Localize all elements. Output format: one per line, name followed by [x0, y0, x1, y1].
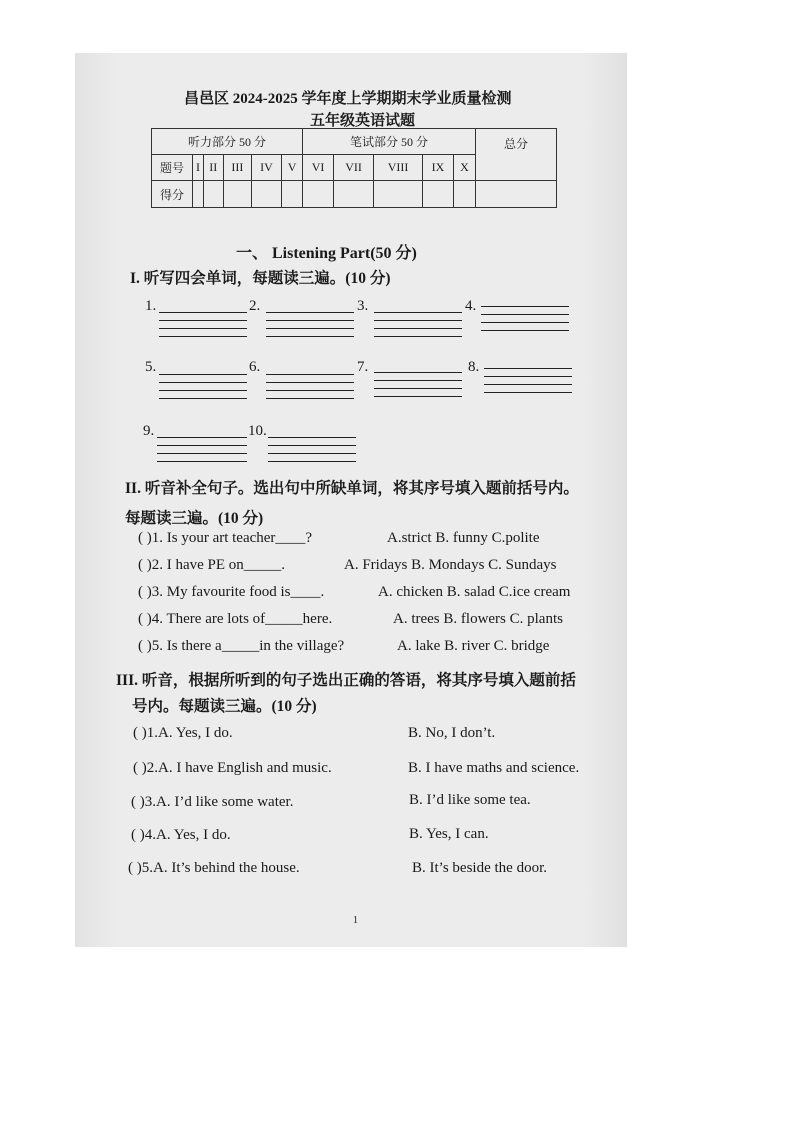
page-number: 1 — [353, 915, 358, 926]
fill-options: A. trees B. flowers C. plants — [393, 611, 563, 627]
section3-title-cont: 号内。每题读三遍。(10 分) — [132, 698, 317, 715]
response-option-a[interactable]: ( )1.A. Yes, I do. — [133, 725, 233, 741]
dictation-number: 2. — [249, 298, 261, 314]
response-option-b: B. It’s beside the door. — [412, 860, 547, 876]
section1-title: I. 听写四会单词，每题读三遍。(10 分) — [130, 270, 391, 287]
response-option-a[interactable]: ( )5.A. It’s behind the house. — [128, 860, 300, 876]
score-cell[interactable] — [374, 181, 423, 208]
fill-question[interactable]: ( )1. Is your art teacher____? — [138, 530, 313, 546]
exam-subtitle: 五年级英语试题 — [310, 113, 416, 129]
fill-question[interactable]: ( )3. My favourite food is____. — [138, 584, 325, 600]
score-cell[interactable] — [252, 181, 282, 208]
part-heading: 一、 Listening Part(50 分) — [236, 245, 417, 262]
roman-numeral: IX — [423, 155, 454, 181]
response-option-b: B. I have maths and science. — [408, 760, 580, 776]
score-table — [151, 128, 557, 208]
roman-numeral: IV — [252, 155, 282, 181]
fill-options: A. chicken B. salad C.ice cream — [378, 584, 571, 600]
dictation-number: 10. — [248, 423, 267, 439]
score-cell[interactable] — [423, 181, 454, 208]
section2-title-cont: 每题读三遍。(10 分) — [125, 510, 264, 527]
dictation-number: 5. — [145, 359, 157, 375]
roman-numeral: V — [281, 155, 302, 181]
question-number-label: 题号 — [152, 155, 193, 181]
exam-title: 昌邑区 2024-2025 学年度上学期期末学业质量检测 — [184, 91, 512, 107]
response-option-a[interactable]: ( )3.A. I’d like some water. — [131, 794, 294, 810]
roman-numeral: II — [203, 155, 223, 181]
score-cell[interactable] — [281, 181, 302, 208]
score-cell[interactable] — [203, 181, 223, 208]
score-cell[interactable] — [193, 181, 204, 208]
fill-options: A. Fridays B. Mondays C. Sundays — [344, 557, 557, 573]
roman-numeral: VI — [303, 155, 334, 181]
dictation-number: 1. — [145, 298, 157, 314]
writing-header: 笔试部分 50 分 — [303, 129, 476, 155]
section2-title: II. 听音补全句子。选出句中所缺单词，将其序号填入题前括号内。 — [125, 480, 579, 497]
roman-numeral: VIII — [374, 155, 423, 181]
dictation-number: 3. — [357, 298, 369, 314]
dictation-number: 4. — [465, 298, 477, 314]
response-option-a[interactable]: ( )2.A. I have English and music. — [133, 760, 332, 776]
roman-numeral: VII — [334, 155, 374, 181]
fill-question[interactable]: ( )4. There are lots of_____here. — [138, 611, 333, 627]
response-option-b: B. No, I don’t. — [408, 725, 496, 741]
response-option-b: B. Yes, I can. — [409, 826, 489, 842]
roman-numeral: X — [453, 155, 475, 181]
listening-header: 听力部分 50 分 — [152, 129, 303, 155]
dictation-number: 6. — [249, 359, 261, 375]
score-cell[interactable] — [453, 181, 475, 208]
fill-question[interactable]: ( )2. I have PE on_____. — [138, 557, 286, 573]
total-header: 总分 — [476, 129, 557, 181]
roman-numeral: I — [193, 155, 204, 181]
dictation-number: 8. — [468, 359, 480, 375]
dictation-number: 9. — [143, 423, 155, 439]
score-cell[interactable] — [334, 181, 374, 208]
fill-question[interactable]: ( )5. Is there a_____in the village? — [138, 638, 345, 654]
section3-title: III. 听音，根据所听到的句子选出正确的答语，将其序号填入题前括 — [116, 672, 576, 689]
response-option-a[interactable]: ( )4.A. Yes, I do. — [131, 827, 231, 843]
response-option-b: B. I’d like some tea. — [409, 792, 531, 808]
fill-options: A.strict B. funny C.polite — [387, 530, 540, 546]
score-cell[interactable] — [303, 181, 334, 208]
total-score-cell[interactable] — [476, 181, 557, 208]
roman-numeral: III — [223, 155, 251, 181]
fill-options: A. lake B. river C. bridge — [397, 638, 550, 654]
score-label: 得分 — [152, 181, 193, 208]
score-cell[interactable] — [223, 181, 251, 208]
dictation-number: 7. — [357, 359, 369, 375]
